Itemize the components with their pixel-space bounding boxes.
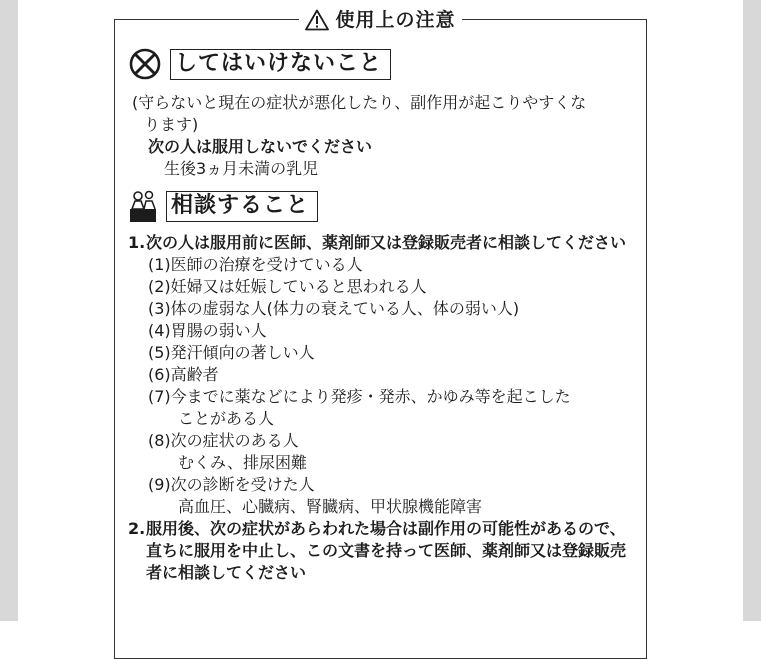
donts-bold-item: 次の人は服用しないでください	[148, 137, 373, 156]
subitem-9-detail: 高血圧、心臓病、腎臓病、甲状腺機能障害	[178, 497, 483, 516]
subitem-4: (4)胃腸の弱い人	[148, 321, 267, 340]
subitem-3: (3)体の虚弱な人(体力の衰えている人、体の弱い人)	[148, 299, 520, 318]
consult-item-2	[128, 518, 638, 584]
consult-item-1	[128, 232, 638, 254]
donts-note	[128, 92, 638, 136]
donts-note-line2: ります)	[144, 115, 199, 134]
subitem-2: (2)妊婦又は妊娠していると思われる人	[148, 277, 427, 296]
subitem-8-detail: むくみ、排尿困難	[178, 453, 307, 472]
item-text: 服用後、次の症状があらわれた場合は副作用の可能性があるので、直ちに服用を中止し、この文書を持って医師、薬剤師又は登録販売者に相談してください	[146, 519, 627, 582]
item-text: 次の人は服用前に医師、薬剤師又は登録販売者に相談してください	[146, 233, 627, 252]
subitem-7	[128, 386, 638, 430]
warning-triangle-icon	[305, 9, 329, 31]
item-number: 1.	[128, 233, 146, 252]
subitem-6: (6)高齢者	[148, 365, 219, 384]
left-margin-panel	[0, 0, 18, 621]
subitem-7-line2: ことがある人	[178, 409, 275, 428]
subitem-7-line1: (7)今までに薬などにより発疹・発赤、かゆみ等を起こした	[148, 387, 571, 406]
subitem-5: (5)発汗傾向の著しい人	[148, 343, 315, 362]
donts-item-detail: 生後3ヵ月未満の乳児	[164, 159, 319, 178]
right-margin-panel	[743, 0, 761, 621]
donts-title: してはいけないこと	[170, 49, 391, 80]
doctor-consult-icon	[128, 189, 158, 223]
prohibited-x-icon	[128, 47, 162, 81]
heading-text: 使用上の注意	[335, 9, 456, 31]
notice-content	[128, 44, 638, 584]
subitem-9: (9)次の診断を受けた人	[148, 475, 315, 494]
donts-header	[128, 44, 638, 84]
subitem-8: (8)次の症状のある人	[148, 431, 299, 450]
subitem-1: (1)医師の治療を受けている人	[148, 255, 363, 274]
item-number: 2.	[128, 519, 146, 538]
notice-heading	[0, 6, 761, 34]
consult-title: 相談すること	[166, 191, 318, 222]
donts-note-line1: (守らないと現在の症状が悪化したり、副作用が起こりやすくな	[132, 93, 587, 112]
consult-header	[128, 186, 638, 226]
